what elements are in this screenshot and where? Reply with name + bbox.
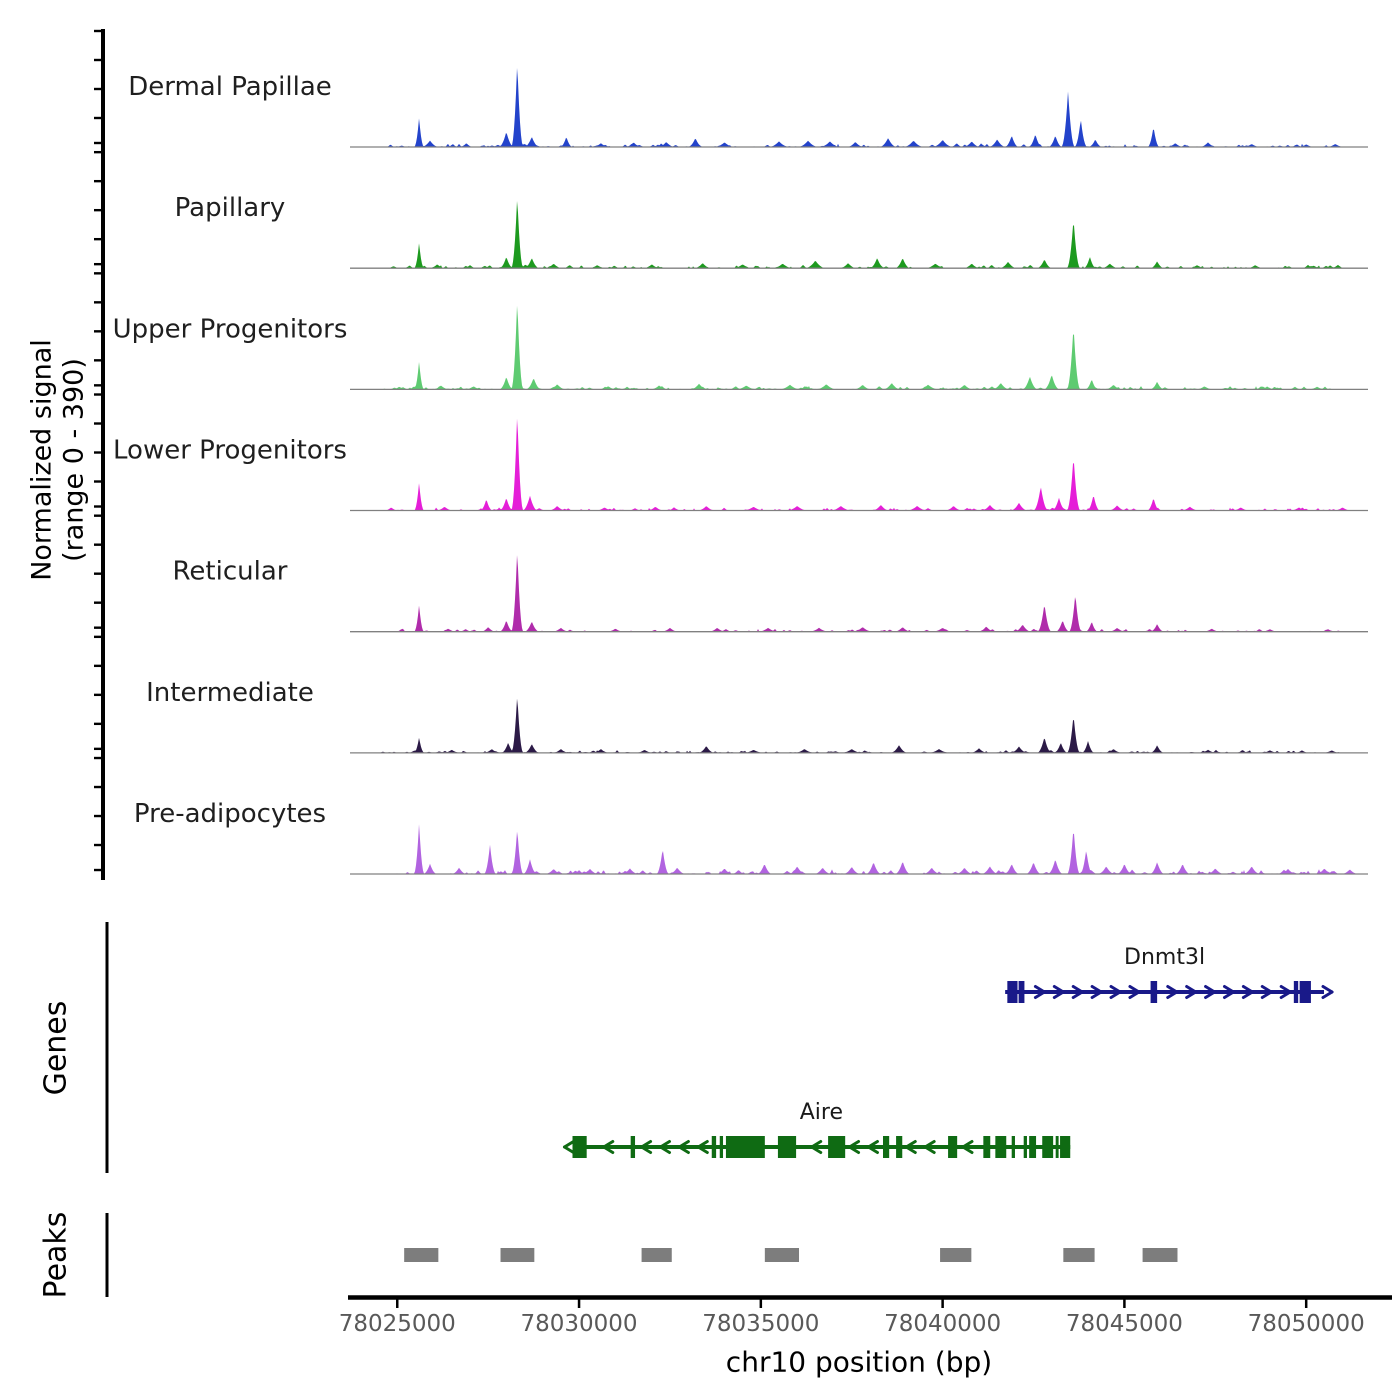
peaks-section-label: Peaks bbox=[38, 1211, 74, 1299]
exon-block bbox=[1042, 1136, 1053, 1158]
peak-call-box bbox=[765, 1248, 799, 1262]
track-label: Papillary bbox=[174, 193, 286, 224]
gene-aire bbox=[565, 1100, 1071, 1158]
exon-block bbox=[712, 1136, 716, 1158]
x-tick-label: 78035000 bbox=[702, 1311, 820, 1337]
x-axis-title: chr10 position (bp) bbox=[725, 1345, 993, 1379]
exon-block bbox=[778, 1136, 796, 1158]
peak-call-box bbox=[404, 1248, 438, 1262]
signal-area bbox=[350, 68, 1368, 147]
exon-block bbox=[720, 1136, 723, 1158]
exon-block bbox=[995, 1136, 1006, 1158]
signal-track-lower-progenitors bbox=[113, 419, 1368, 511]
peak-call-box bbox=[1143, 1248, 1178, 1262]
signal-area bbox=[350, 824, 1368, 874]
x-tick-label: 78050000 bbox=[1247, 1311, 1365, 1337]
exon-block bbox=[896, 1136, 902, 1158]
exon-block bbox=[1029, 1136, 1036, 1158]
x-tick-label: 78040000 bbox=[884, 1311, 1002, 1337]
exon-block bbox=[573, 1136, 587, 1158]
signal-area bbox=[350, 555, 1368, 632]
peaks-section bbox=[107, 1213, 1177, 1297]
gene-dnmt3l bbox=[1005, 945, 1332, 1003]
track-label: Pre-adipocytes bbox=[133, 799, 327, 830]
exon-block bbox=[828, 1136, 845, 1158]
exon-block bbox=[631, 1136, 635, 1158]
exon-block bbox=[726, 1136, 765, 1158]
peak-call-box bbox=[1063, 1248, 1094, 1262]
exon-block bbox=[1151, 981, 1158, 1003]
signal-area bbox=[350, 699, 1368, 753]
x-axis bbox=[339, 1298, 1392, 1338]
track-label: Lower Progenitors bbox=[113, 435, 347, 466]
genes-section bbox=[107, 922, 1332, 1173]
exon-block bbox=[883, 1136, 889, 1158]
y-axis-label-line2: (range 0 - 390) bbox=[58, 358, 90, 562]
signal-track-dermal-papillae bbox=[128, 68, 1368, 147]
x-tick-label: 78045000 bbox=[1065, 1311, 1183, 1337]
exon-block bbox=[1060, 1136, 1070, 1158]
exon-block bbox=[1024, 1136, 1027, 1158]
signal-track-intermediate bbox=[146, 678, 1368, 753]
signal-track-pre-adipocytes bbox=[134, 799, 1368, 874]
gene-name-label: Aire bbox=[799, 1100, 844, 1125]
gene-name-label: Dnmt3l bbox=[1124, 945, 1206, 970]
signal-area bbox=[350, 419, 1368, 511]
signal-area bbox=[350, 201, 1368, 268]
y-axis-label-line1: Normalized signal bbox=[26, 339, 58, 581]
signal-track-upper-progenitors bbox=[113, 306, 1368, 390]
exon-block bbox=[1056, 1136, 1059, 1158]
exon-block bbox=[1019, 981, 1025, 1003]
track-label: Reticular bbox=[172, 556, 288, 587]
x-tick-label: 78030000 bbox=[520, 1311, 638, 1337]
track-label: Intermediate bbox=[146, 677, 314, 708]
strand-arrow bbox=[1323, 992, 1332, 998]
strand-arrow bbox=[565, 1147, 574, 1153]
exon-block bbox=[1012, 1136, 1015, 1158]
peak-call-box bbox=[940, 1248, 971, 1262]
signal-y-axis bbox=[94, 29, 103, 880]
x-tick-label: 78025000 bbox=[338, 1311, 456, 1337]
exon-block bbox=[983, 1136, 990, 1158]
track-label: Dermal Papillae bbox=[128, 72, 332, 102]
exon-block bbox=[1007, 981, 1017, 1003]
exon-block bbox=[948, 1136, 957, 1158]
signal-area bbox=[350, 306, 1368, 390]
peak-call-box bbox=[501, 1248, 535, 1262]
exon-block bbox=[1300, 981, 1311, 1003]
signal-track-papillary bbox=[175, 193, 1368, 268]
signal-track-reticular bbox=[173, 555, 1368, 632]
exon-block bbox=[1294, 981, 1298, 1003]
track-label: Upper Progenitors bbox=[112, 314, 348, 345]
genes-section-label: Genes bbox=[38, 1000, 74, 1096]
peak-call-box bbox=[642, 1248, 672, 1262]
